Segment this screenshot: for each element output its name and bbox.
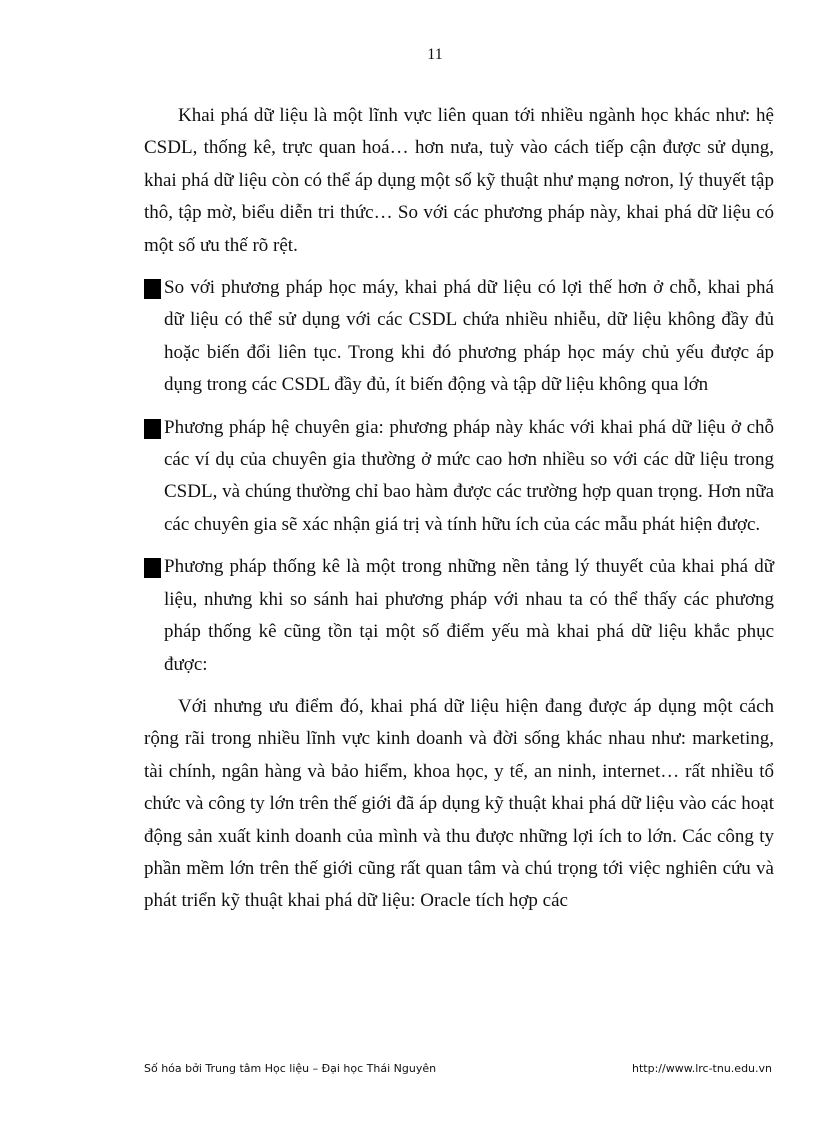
bullet-text: Phương pháp thống kê là một trong những nền tảng lý thuyết của khai phá dữ liệu, nhưng khi so sánh hai phương pháp với nhau ta có thể thấy các phương pháp thống kê cũng tồn tại một số điểm yếu mà khai phá dữ liệu khắc phục được: (164, 556, 774, 675)
bullet-text: So với phương pháp học máy, khai phá dữ liệu có lợi thế hơn ở chỗ, khai phá dữ liệu có thể sử dụng với các CSDL chứa nhiều nhiễu, dữ liệu không đầy đủ hoặc biến đổi liên tục. Trong khi đó phương pháp học máy chủ yếu được áp dụng trong các CSDL đầy đủ, ít biến động và tập dữ liệu không qua lớn (164, 277, 774, 396)
bullet-item (144, 412, 774, 542)
bullet-item (144, 272, 774, 402)
bullet-item (144, 551, 774, 681)
footer-credit: Số hóa bởi Trung tâm Học liệu – Đại học Thái Nguyên (144, 1062, 437, 1075)
closing-paragraph: Với nhưng ưu điểm đó, khai phá dữ liệu hiện đang được áp dụng một cách rộng rãi trong nhiều lĩnh vực kinh doanh và đời sống khác nhau như: marketing, tài chính, ngân hàng và bảo hiểm, khoa học, y tế, an ninh, internet… rất nhiều tổ chức và công ty lớn trên thế giới đã áp dụng kỹ thuật khai phá dữ liệu vào các hoạt động sản xuất kinh doanh của mình và thu được những lợi ích to lớn. Các công ty phần mềm lớn trên thế giới cũng rất quan tâm và chú trọng tới việc nghiên cứu và phát triển kỹ thuật khai phá dữ liệu: Oracle tích hợp các (144, 695, 774, 912)
bullet-text: Phương pháp hệ chuyên gia: phương pháp này khác với khai phá dữ liệu ở chỗ các ví dụ của chuyên gia thường ở mức cao hơn nhiều so với các dữ liệu trong CSDL, và chúng thường chỉ bao hàm được các trường hợp quan trọng. Hơn nữa các chuyên gia sẽ xác nhận giá trị và tính hữu ích của các mẫu phát hiện được. (164, 416, 774, 535)
square-bullet-icon (144, 279, 161, 299)
document-body (144, 100, 774, 928)
square-bullet-icon (144, 558, 161, 578)
square-bullet-icon (144, 419, 161, 439)
intro-paragraph: Khai phá dữ liệu là một lĩnh vực liên quan tới nhiều ngành học khác như: hệ CSDL, thống kê, trực quan hoá… hơn nưa, tuỳ vào cách tiếp cận được sử dụng, khai phá dữ liệu còn có thể áp dụng một số kỹ thuật như mạng nơron, lý thuyết tập thô, tập mờ, biểu diễn tri thức… So với các phương pháp này, khai phá dữ liệu có một số ưu thế rõ rệt. (144, 105, 774, 256)
page-number: 11 (427, 46, 443, 63)
footer-url: http://www.lrc-tnu.edu.vn (632, 1062, 772, 1075)
